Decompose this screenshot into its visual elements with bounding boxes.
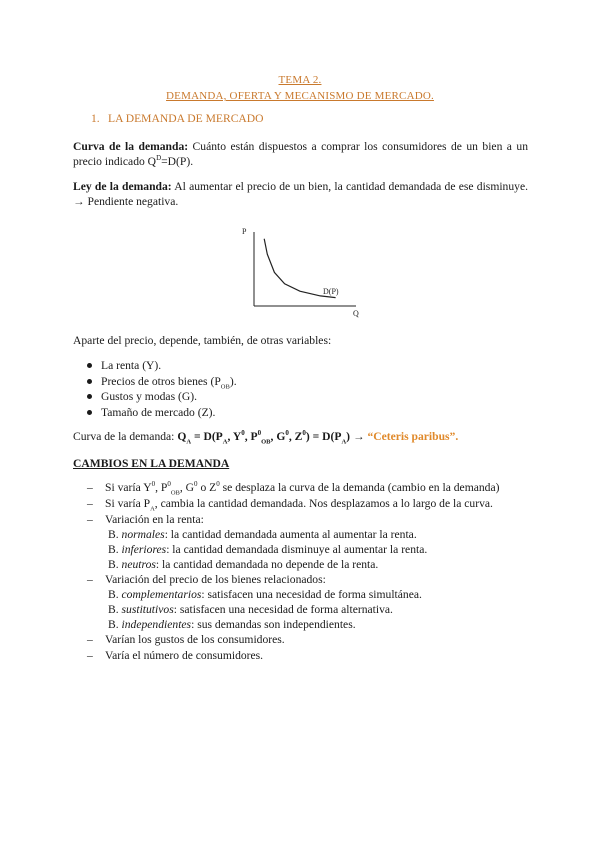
variables-list [87, 358, 237, 420]
demand-formula: Curva de la demanda: $Q_A = D(P_A$, $Y^0$, $P^0_{OB}$, $G^0$, $Z^0) = D(P_A)$ → “Ceteris paribus”. [73, 429, 459, 446]
list-item: – Varían los gustos de los consumidores. [87, 633, 285, 646]
list-item: Precios de otros bienes $(P_{OB})$. [87, 374, 237, 390]
cambios-heading: CAMBIOS EN LA DEMANDA [73, 457, 230, 470]
list-item: B. inferiores: la cantidad demandada disminuye al aumentar la renta. [108, 543, 428, 556]
list-item: Gustos y modas (G). [87, 389, 237, 405]
list-item: B. sustitutivos: satisfacen una necesidad de forma alternativa. [108, 603, 393, 616]
list-item: – Variación del precio de los bienes relacionados: [87, 573, 326, 586]
ley-demanda-paragraph [73, 179, 528, 209]
list-item: – Varía el número de consumidores. [87, 649, 264, 662]
ley-text: Al aumentar el precio de un bien, la cantidad demandada de ese disminuye. → Pendiente negativa. [73, 180, 528, 208]
list-item: B. complementarios: satisfacen una necesidad de forma simultánea. [108, 588, 422, 601]
list-item: – Variación en la renta: [87, 513, 204, 526]
ceteris-paribus: “Ceteris paribus”. [367, 430, 459, 443]
aparte-text: Aparte del precio, depende, también, de otras variables: [73, 334, 332, 347]
y-axis-label: P [242, 227, 247, 236]
bullet-dot-icon [87, 363, 92, 368]
list-item: B. normales: la cantidad demandada aumenta al aumentar la renta. [108, 528, 417, 541]
curva-tail: =D(P). [161, 155, 194, 168]
section-number: 1. [91, 112, 100, 125]
list-item: B. independientes: sus demandas son independientes. [108, 618, 356, 631]
section-title: LA DEMANDA DE MERCADO [108, 112, 264, 125]
doc-title-line1: TEMA 2. [278, 74, 322, 86]
bullet-dot-icon [87, 379, 92, 384]
curva-text: Cuánto están dispuestos a comprar los consumidores de un bien a un precio indicado Q [73, 140, 528, 168]
bullet-dot-icon [87, 394, 92, 399]
curve-label: D(P) [323, 287, 339, 296]
curva-demanda-paragraph [73, 139, 528, 169]
doc-title-line2: DEMANDA, OFERTA Y MECANISMO DE MERCADO. [166, 90, 434, 102]
demand-curve-chart [236, 224, 366, 320]
list-item: La renta (Y). [87, 358, 237, 374]
list-item: Tamaño de mercado (Z). [87, 405, 237, 421]
list-item: – Si varía $P_A$, cambia la cantidad demandada. Nos desplazamos a lo largo de la curva. [87, 497, 493, 513]
curva-sup: D [156, 154, 162, 163]
section-heading [91, 111, 264, 126]
bullet-dot-icon [87, 410, 92, 415]
curva-label: Curva de la demanda: [73, 140, 189, 153]
list-item: B. neutros: la cantidad demandada no depende de la renta. [108, 558, 379, 571]
x-axis-label: Q [353, 309, 359, 318]
formula-prefix: Curva de la demanda: [73, 430, 178, 443]
list-item: – Si varía $Y^0$, $P^0_{OB}$, $G^0$ o $Z^0$ se desplaza la curva de la demanda (cambio en la demanda) [87, 480, 500, 497]
ley-label: Ley de la demanda: [73, 180, 172, 193]
